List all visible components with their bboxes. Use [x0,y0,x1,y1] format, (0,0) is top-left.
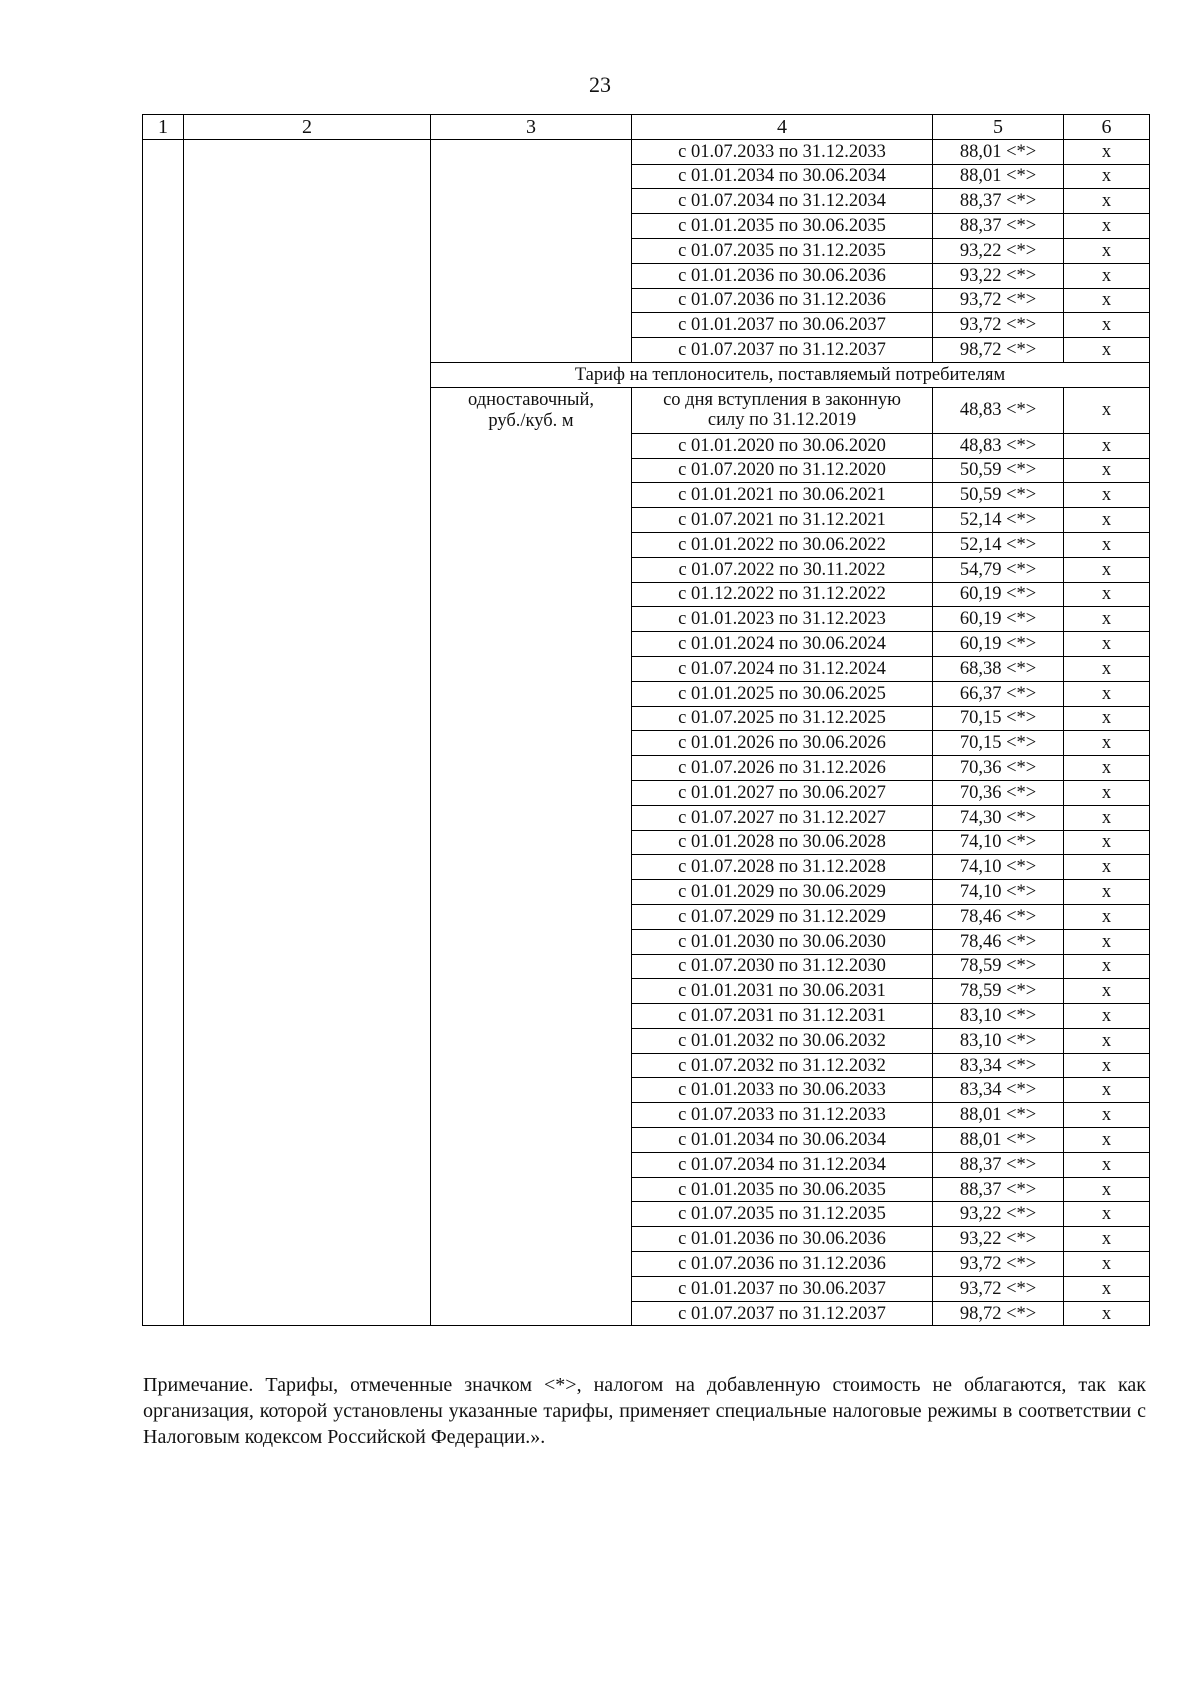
mark-cell: x [1064,508,1150,533]
mark-cell: x [1064,1078,1150,1103]
tariff-value-cell: 48,83 <*> [933,433,1064,458]
period-cell: с 01.01.2022 по 30.06.2022 [632,532,933,557]
tariff-value-cell: 74,10 <*> [933,855,1064,880]
period-cell: с 01.01.2035 по 30.06.2035 [632,214,933,239]
tariff-value-cell: 78,46 <*> [933,904,1064,929]
mark-cell: x [1064,288,1150,313]
mark-cell: x [1064,681,1150,706]
period-cell: с 01.07.2033 по 31.12.2033 [632,139,933,164]
period-cell: с 01.01.2020 по 30.06.2020 [632,433,933,458]
tariff-value-cell: 83,34 <*> [933,1053,1064,1078]
column-header-2: 2 [184,115,431,140]
mark-cell: x [1064,532,1150,557]
period-cell: с 01.01.2037 по 30.06.2037 [632,1276,933,1301]
period-cell: с 01.01.2035 по 30.06.2035 [632,1177,933,1202]
period-cell: с 01.07.2037 по 31.12.2037 [632,338,933,363]
period-cell: с 01.07.2036 по 31.12.2036 [632,288,933,313]
tariff-value-cell: 88,37 <*> [933,189,1064,214]
tariff-value-cell: 60,19 <*> [933,607,1064,632]
tariff-value-cell: 78,46 <*> [933,929,1064,954]
column-header-row [143,115,1150,140]
mark-cell: x [1064,979,1150,1004]
period-cell: с 01.01.2031 по 30.06.2031 [632,979,933,1004]
tariff-value-cell: 78,59 <*> [933,979,1064,1004]
mark-cell: x [1064,1004,1150,1029]
mark-cell: x [1064,607,1150,632]
tariff-value-cell: 70,15 <*> [933,731,1064,756]
mark-cell: x [1064,1252,1150,1277]
period-cell: с 01.01.2027 по 30.06.2027 [632,780,933,805]
footnote: Примечание. Тарифы, отмеченные значком <*>, налогом на добавленную стоимость не облагаются, так как организация, которой установлены указанные тарифы, применяет специальные налоговые режимы в соответствии с Налоговым кодексом Российской Федерации.». [143,1374,1146,1448]
period-cell: с 01.07.2029 по 31.12.2029 [632,904,933,929]
mark-cell: x [1064,954,1150,979]
column-3-cell [431,139,632,362]
period-cell: с 01.01.2024 по 30.06.2024 [632,632,933,657]
tariff-value-cell: 88,01 <*> [933,139,1064,164]
period-cell: с 01.07.2020 по 31.12.2020 [632,458,933,483]
column-2-cell [184,139,431,1326]
tariff-value-cell: 93,22 <*> [933,263,1064,288]
period-cell: с 01.01.2036 по 30.06.2036 [632,1227,933,1252]
tariff-value-cell: 70,15 <*> [933,706,1064,731]
mark-cell: x [1064,1152,1150,1177]
tariff-unit-cell [431,387,632,1326]
mark-cell: x [1064,1276,1150,1301]
tariff-value-cell: 93,72 <*> [933,288,1064,313]
period-cell: с 01.07.2027 по 31.12.2027 [632,805,933,830]
period-cell: с 01.01.2029 по 30.06.2029 [632,880,933,905]
period-cell: с 01.07.2037 по 31.12.2037 [632,1301,933,1326]
period-cell: с 01.01.2028 по 30.06.2028 [632,830,933,855]
mark-cell: x [1064,1053,1150,1078]
tariff-value-cell: 74,10 <*> [933,830,1064,855]
period-cell: с 01.07.2032 по 31.12.2032 [632,1053,933,1078]
tariff-value-cell: 68,38 <*> [933,656,1064,681]
mark-cell: x [1064,313,1150,338]
mark-cell: x [1064,1227,1150,1252]
tariff-table [142,114,1150,1326]
tariff-value-cell: 70,36 <*> [933,756,1064,781]
column-header-3: 3 [431,115,632,140]
mark-cell: x [1064,1028,1150,1053]
table-row [143,139,1150,164]
mark-cell: x [1064,1301,1150,1326]
mark-cell: x [1064,731,1150,756]
column-header-4: 4 [632,115,933,140]
mark-cell: x [1064,1177,1150,1202]
tariff-value-cell: 83,10 <*> [933,1028,1064,1053]
tariff-value-cell: 66,37 <*> [933,681,1064,706]
period-cell: с 01.07.2025 по 31.12.2025 [632,706,933,731]
column-header-6: 6 [1064,115,1150,140]
period-cell: с 01.07.2028 по 31.12.2028 [632,855,933,880]
period-cell: с 01.01.2037 по 30.06.2037 [632,313,933,338]
mark-cell: x [1064,756,1150,781]
period-cell: с 01.01.2030 по 30.06.2030 [632,929,933,954]
tariff-value-cell: 83,10 <*> [933,1004,1064,1029]
tariff-value-cell: 50,59 <*> [933,483,1064,508]
tariff-value-cell: 74,10 <*> [933,880,1064,905]
tariff-value-cell: 88,37 <*> [933,1177,1064,1202]
mark-cell: x [1064,557,1150,582]
period-cell: с 01.01.2034 по 30.06.2034 [632,1128,933,1153]
mark-cell: x [1064,238,1150,263]
tariff-value-cell: 78,59 <*> [933,954,1064,979]
period-cell: с 01.07.2021 по 31.12.2021 [632,508,933,533]
tariff-value-cell: 93,22 <*> [933,1202,1064,1227]
tariff-value-cell: 50,59 <*> [933,458,1064,483]
tariff-value-cell: 52,14 <*> [933,508,1064,533]
mark-cell: x [1064,1202,1150,1227]
period-cell: с 01.07.2033 по 31.12.2033 [632,1103,933,1128]
period-cell: с 01.01.2025 по 30.06.2025 [632,681,933,706]
mark-cell: x [1064,1128,1150,1153]
period-cell: с 01.01.2026 по 30.06.2026 [632,731,933,756]
tariff-value-cell: 48,83 <*> [933,387,1064,433]
mark-cell: x [1064,139,1150,164]
period-cell: с 01.07.2030 по 31.12.2030 [632,954,933,979]
mark-cell: x [1064,214,1150,239]
mark-cell: x [1064,458,1150,483]
period-cell: с 01.07.2034 по 31.12.2034 [632,1152,933,1177]
period-cell: с 01.01.2036 по 30.06.2036 [632,263,933,288]
mark-cell: x [1064,855,1150,880]
period-cell: с 01.07.2026 по 31.12.2026 [632,756,933,781]
period-cell: с 01.07.2034 по 31.12.2034 [632,189,933,214]
mark-cell: x [1064,929,1150,954]
mark-cell: x [1064,1103,1150,1128]
mark-cell: x [1064,433,1150,458]
period-cell: с 01.07.2036 по 31.12.2036 [632,1252,933,1277]
tariff-value-cell: 93,22 <*> [933,238,1064,263]
tariff-value-cell: 88,01 <*> [933,1103,1064,1128]
mark-cell: x [1064,582,1150,607]
period-cell: с 01.07.2035 по 31.12.2035 [632,238,933,263]
mark-cell: x [1064,805,1150,830]
tariff-value-cell: 98,72 <*> [933,1301,1064,1326]
mark-cell: x [1064,706,1150,731]
tariff-value-cell: 93,72 <*> [933,313,1064,338]
tariff-unit-line-2: руб./куб. м [488,410,574,431]
period-cell: со дня вступления в законную силу по 31.12.2019 [632,387,933,433]
period-cell: с 01.01.2021 по 30.06.2021 [632,483,933,508]
period-cell: с 01.01.2034 по 30.06.2034 [632,164,933,189]
mark-cell: x [1064,338,1150,363]
tariff-value-cell: 93,22 <*> [933,1227,1064,1252]
mark-cell: x [1064,904,1150,929]
page-number: 23 [589,72,611,97]
period-cell: с 01.07.2022 по 30.11.2022 [632,557,933,582]
tariff-value-cell: 88,01 <*> [933,1128,1064,1153]
tariff-value-cell: 60,19 <*> [933,632,1064,657]
section-title: Тариф на теплоноситель, поставляемый потребителям [431,362,1150,387]
column-1-cell [143,139,184,1326]
column-header-1: 1 [143,115,184,140]
tariff-value-cell: 88,01 <*> [933,164,1064,189]
period-cell: с 01.01.2033 по 30.06.2033 [632,1078,933,1103]
mark-cell: x [1064,830,1150,855]
period-cell: с 01.01.2023 по 31.12.2023 [632,607,933,632]
tariff-value-cell: 83,34 <*> [933,1078,1064,1103]
mark-cell: x [1064,263,1150,288]
period-cell: с 01.01.2032 по 30.06.2032 [632,1028,933,1053]
tariff-unit-line-1: одноставочный, [467,389,594,410]
period-cell: с 01.12.2022 по 31.12.2022 [632,582,933,607]
mark-cell: x [1064,656,1150,681]
column-header-5: 5 [933,115,1064,140]
tariff-value-cell: 74,30 <*> [933,805,1064,830]
mark-cell: x [1064,780,1150,805]
mark-cell: x [1064,632,1150,657]
period-cell: с 01.07.2031 по 31.12.2031 [632,1004,933,1029]
tariff-value-cell: 54,79 <*> [933,557,1064,582]
tariff-value-cell: 88,37 <*> [933,214,1064,239]
mark-cell: x [1064,483,1150,508]
mark-cell: x [1064,189,1150,214]
mark-cell: x [1064,880,1150,905]
tariff-value-cell: 52,14 <*> [933,532,1064,557]
mark-cell: x [1064,164,1150,189]
mark-cell: x [1064,387,1150,433]
tariff-value-cell: 88,37 <*> [933,1152,1064,1177]
tariff-value-cell: 60,19 <*> [933,582,1064,607]
tariff-value-cell: 70,36 <*> [933,780,1064,805]
period-cell: с 01.07.2024 по 31.12.2024 [632,656,933,681]
tariff-value-cell: 98,72 <*> [933,338,1064,363]
tariff-value-cell: 93,72 <*> [933,1276,1064,1301]
tariff-value-cell: 93,72 <*> [933,1252,1064,1277]
period-cell: с 01.07.2035 по 31.12.2035 [632,1202,933,1227]
